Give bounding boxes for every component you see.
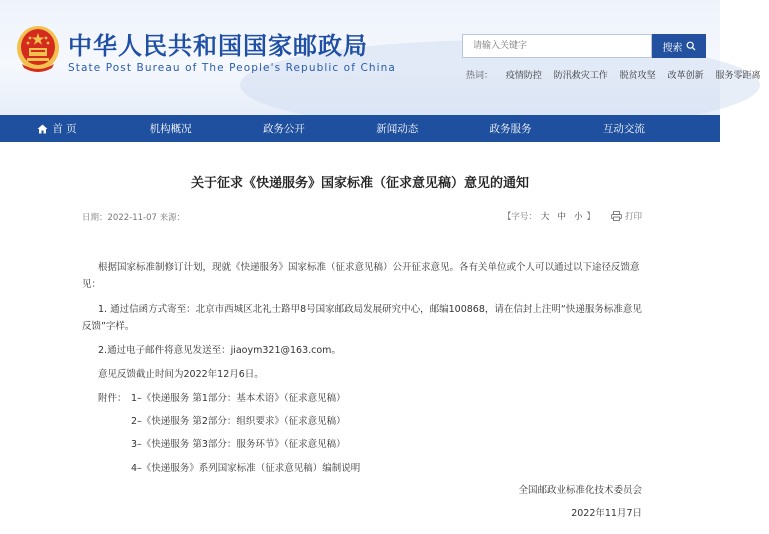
nav-item-services[interactable]	[454, 115, 567, 142]
font-size-medium-button[interactable]: 中	[557, 212, 566, 222]
hot-word-link[interactable]: 防汛救灾工作	[553, 71, 608, 81]
printer-icon	[611, 211, 622, 221]
hot-word-link[interactable]: 脱贫攻坚	[619, 71, 656, 81]
nav-item-label: 政务服务	[489, 123, 532, 135]
search-button[interactable]	[652, 34, 706, 58]
print-label: 打印	[624, 212, 642, 222]
article-paragraph: 根据国家标准制修订计划，现就《快递服务》国家标准（征求意见稿）公开征求意见。各有关单位或个人可以通过以下途径反馈意见：	[82, 262, 640, 290]
article-paragraph: 意见反馈截止时间为2022年12月6日。	[98, 369, 264, 380]
attachment-link[interactable]: 3–《快递服务 第3部分：服务环节》（征求意见稿）	[131, 439, 346, 450]
attachment-link[interactable]: 2–《快递服务 第2部分：组织要求》（征求意见稿）	[131, 416, 346, 427]
font-size-small-button[interactable]: 小	[573, 212, 583, 222]
site-subtitle: State Post Bureau of The People's Republic of China	[68, 62, 396, 74]
national-emblem-icon[interactable]	[16, 24, 60, 74]
nav-item-gov-info[interactable]	[227, 115, 340, 142]
article-title: 关于征求《快递服务》国家标准（征求意见稿）意见的通知	[190, 176, 529, 191]
attachment-link[interactable]: 4–《快递服务》系列国家标准（征求意见稿）编制说明	[131, 463, 361, 474]
search-button-label: 搜索	[662, 42, 683, 54]
hot-words	[466, 68, 769, 81]
main-nav	[0, 115, 720, 142]
attachments-label: 附件：	[98, 393, 127, 404]
nav-item-news[interactable]	[341, 115, 454, 142]
print-button[interactable]	[611, 210, 642, 222]
article-paragraph: 1. 通过信函方式寄至：北京市西城区北礼士路甲8号国家邮政局发展研究中心，邮编100868，请在信封上注明“快递服务标准意见反馈”字样。	[82, 304, 642, 332]
font-size-prefix: 【字号：	[502, 212, 537, 222]
hot-word-link[interactable]: 改革创新	[667, 71, 704, 81]
article-meta: 日期：2022-11-07 来源：	[82, 213, 186, 223]
nav-item-label: 首 页	[52, 123, 77, 135]
nav-item-interaction[interactable]	[567, 115, 680, 142]
article-signature: 全国邮政业标准化技术委员会	[518, 485, 642, 496]
hot-word-link[interactable]: 疫情防控	[505, 71, 542, 81]
font-size-large-button[interactable]: 大	[540, 212, 550, 222]
home-icon	[37, 124, 48, 134]
article-tools	[503, 210, 642, 222]
search-input[interactable]	[462, 34, 652, 58]
article-sign-date: 2022年11月7日	[571, 508, 642, 519]
attachment-link[interactable]: 1–《快递服务 第1部分：基本术语》（征求意见稿）	[131, 393, 346, 404]
nav-item-label: 新闻动态	[376, 123, 419, 135]
nav-item-about[interactable]	[114, 115, 227, 142]
site-title[interactable]: 中华人民共和国国家邮政局	[68, 32, 368, 60]
nav-item-label: 机构概况	[149, 123, 192, 135]
font-size-suffix: 】	[586, 212, 595, 222]
search-icon	[686, 41, 696, 51]
nav-item-label: 政务公开	[262, 123, 305, 135]
article-paragraph: 2.通过电子邮件将意见发送至：jiaoym321@163.com。	[98, 345, 341, 356]
nav-item-label: 互动交流	[602, 123, 645, 135]
hot-words-label: 热词：	[466, 71, 494, 81]
nav-item-home[interactable]	[0, 115, 114, 142]
hot-word-link[interactable]: 服务零距离	[715, 71, 761, 81]
site-header	[0, 0, 761, 115]
